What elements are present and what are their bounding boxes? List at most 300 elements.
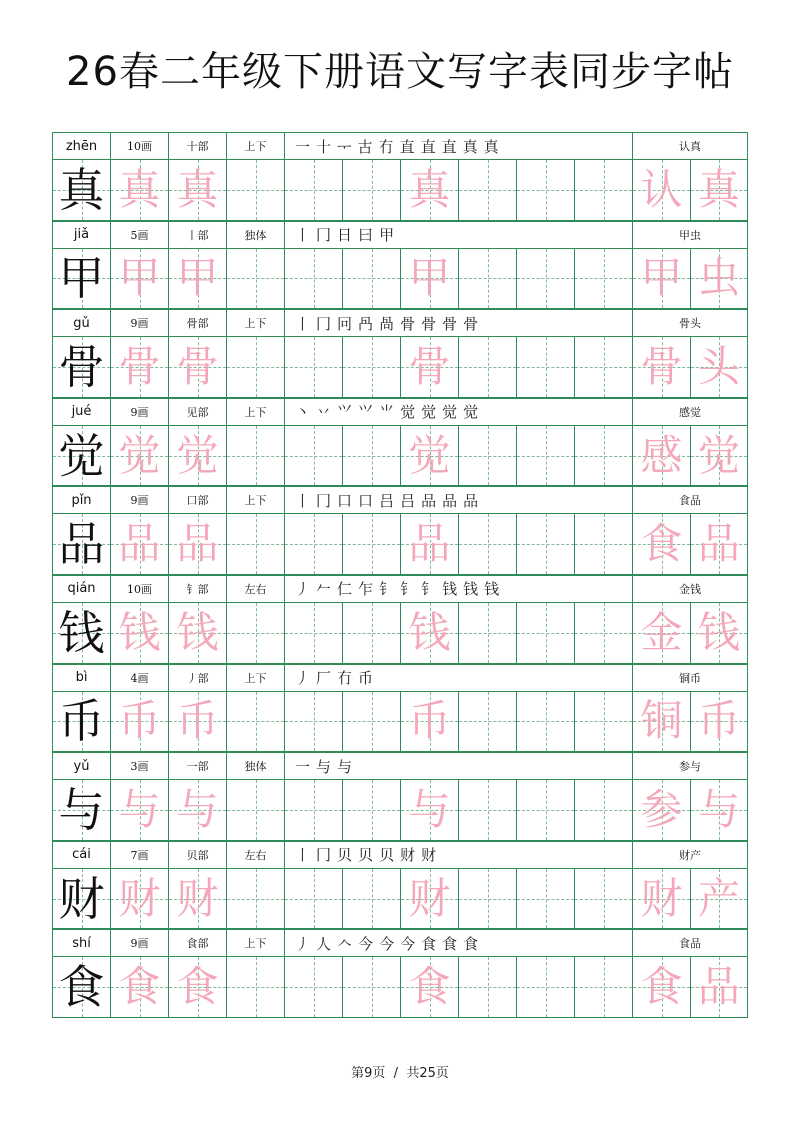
tianzige-cell[interactable] xyxy=(342,780,400,840)
tianzige-cell[interactable] xyxy=(516,692,574,752)
structure-label: 上下 xyxy=(226,310,284,336)
tianzige-cell[interactable] xyxy=(284,692,342,752)
stroke-order-step: 冂 xyxy=(316,491,332,510)
trace-character: 骨 xyxy=(176,341,219,391)
tianzige-cell[interactable] xyxy=(168,514,226,574)
tianzige-cell[interactable] xyxy=(168,603,226,663)
model-character: 骨 xyxy=(58,339,105,394)
stroke-order-step: 今 xyxy=(379,934,395,953)
tianzige-cell[interactable] xyxy=(52,603,110,663)
tianzige-cell[interactable] xyxy=(690,603,748,663)
stroke-order-step: 冋 xyxy=(337,314,353,333)
stroke-order-step: 乍 xyxy=(358,580,374,599)
trace-word-char: 财 xyxy=(640,873,683,923)
tianzige-cell[interactable] xyxy=(574,426,632,486)
example-word: 金钱 xyxy=(632,576,748,602)
tianzige-cell[interactable] xyxy=(342,337,400,397)
tianzige-cell[interactable] xyxy=(574,957,632,1017)
trace-character: 甲 xyxy=(176,253,219,303)
tianzige-cell[interactable] xyxy=(110,869,168,929)
tianzige-cell[interactable] xyxy=(690,249,748,309)
stroke-count: 9画 xyxy=(110,487,168,513)
tianzige-cell[interactable] xyxy=(458,869,516,929)
trace-character: 甲 xyxy=(408,253,451,303)
tianzige-cell[interactable] xyxy=(342,957,400,1017)
character-entry xyxy=(52,221,748,310)
trace-character: 食 xyxy=(408,962,451,1012)
tianzige-cell[interactable] xyxy=(690,337,748,397)
pinyin-label: cái xyxy=(52,842,110,868)
tianzige-cell[interactable] xyxy=(400,514,458,574)
stroke-order-step: 咼 xyxy=(379,314,395,333)
tianzige-cell[interactable] xyxy=(226,869,284,929)
stroke-order-step: 品 xyxy=(421,491,437,510)
stroke-order-step: 冇 xyxy=(337,669,353,688)
structure-label: 左右 xyxy=(226,842,284,868)
structure-label: 上下 xyxy=(226,399,284,425)
tianzige-cell[interactable] xyxy=(690,780,748,840)
tianzige-cell[interactable] xyxy=(516,869,574,929)
radical-label: 丨部 xyxy=(168,222,226,248)
tianzige-cell[interactable] xyxy=(458,780,516,840)
stroke-order-step: 与 xyxy=(337,757,353,776)
trace-character: 品 xyxy=(408,519,451,569)
stroke-order-step: 钅 xyxy=(379,580,395,599)
trace-word-char: 虫 xyxy=(697,253,740,303)
model-character: 食 xyxy=(58,960,105,1015)
trace-character: 与 xyxy=(176,784,219,834)
tianzige-cell[interactable] xyxy=(400,160,458,220)
stroke-order-step: 觉 xyxy=(463,403,479,422)
stroke-order-step: 钱 xyxy=(484,580,500,599)
tianzige-cell[interactable] xyxy=(458,249,516,309)
stroke-order-step: 𠂉 xyxy=(316,580,332,599)
entry-info-row xyxy=(52,664,748,692)
entry-info-row xyxy=(52,132,748,160)
trace-word-char: 骨 xyxy=(640,341,683,391)
stroke-order-step: 品 xyxy=(463,491,479,510)
tianzige-cell[interactable] xyxy=(110,426,168,486)
stroke-order-step: 钱 xyxy=(463,580,479,599)
tianzige-cell[interactable] xyxy=(690,869,748,929)
stroke-order-step: ⺍ xyxy=(337,403,353,422)
tianzige-cell[interactable] xyxy=(632,869,690,929)
tianzige-cell[interactable] xyxy=(400,603,458,663)
stroke-order-step: 丨 xyxy=(295,491,311,510)
trace-character: 食 xyxy=(118,962,161,1012)
tianzige-cell[interactable] xyxy=(110,603,168,663)
model-character: 品 xyxy=(58,517,105,572)
pinyin-label: jué xyxy=(52,399,110,425)
tianzige-cell[interactable] xyxy=(284,780,342,840)
tianzige-cell[interactable] xyxy=(52,869,110,929)
tianzige-cell[interactable] xyxy=(400,337,458,397)
stroke-count: 5画 xyxy=(110,222,168,248)
trace-character: 与 xyxy=(118,784,161,834)
tianzige-cell[interactable] xyxy=(168,869,226,929)
page-separator: / xyxy=(393,1066,399,1081)
practice-grid-row xyxy=(52,426,748,487)
practice-sheet xyxy=(52,132,748,1018)
example-word: 认真 xyxy=(632,133,748,159)
stroke-order-step: 甲 xyxy=(379,226,395,245)
pinyin-label: zhēn xyxy=(52,133,110,159)
tianzige-cell[interactable] xyxy=(516,780,574,840)
tianzige-cell[interactable] xyxy=(110,337,168,397)
character-entry xyxy=(52,486,748,575)
entry-info-row xyxy=(52,486,748,514)
stroke-order-step: 食 xyxy=(463,934,479,953)
trace-character: 币 xyxy=(176,696,219,746)
tianzige-cell[interactable] xyxy=(458,160,516,220)
model-character: 真 xyxy=(58,162,105,217)
tianzige-cell[interactable] xyxy=(52,160,110,220)
stroke-order-step: 丿 xyxy=(295,669,311,688)
practice-grid-row xyxy=(52,692,748,753)
stroke-order-step: 贝 xyxy=(358,846,374,865)
tianzige-cell[interactable] xyxy=(516,514,574,574)
stroke-count: 10画 xyxy=(110,133,168,159)
stroke-count: 9画 xyxy=(110,310,168,336)
stroke-order xyxy=(284,222,632,248)
tianzige-cell[interactable] xyxy=(284,603,342,663)
tianzige-cell[interactable] xyxy=(110,780,168,840)
pinyin-label: gǔ xyxy=(52,310,110,336)
tianzige-cell[interactable] xyxy=(284,426,342,486)
page-total: 共25页 xyxy=(406,1066,449,1081)
stroke-order-step: ᅮ xyxy=(337,137,352,156)
trace-character: 财 xyxy=(118,873,161,923)
tianzige-cell[interactable] xyxy=(574,514,632,574)
tianzige-cell[interactable] xyxy=(110,514,168,574)
tianzige-cell[interactable] xyxy=(226,514,284,574)
tianzige-cell[interactable] xyxy=(516,160,574,220)
example-word: 食品 xyxy=(632,487,748,513)
radical-label: 食部 xyxy=(168,930,226,956)
tianzige-cell[interactable] xyxy=(168,337,226,397)
stroke-order-step: 厂 xyxy=(316,669,332,688)
example-word: 甲虫 xyxy=(632,222,748,248)
tianzige-cell[interactable] xyxy=(574,603,632,663)
page-footer xyxy=(0,1062,800,1081)
stroke-order-step: 骨 xyxy=(421,314,437,333)
trace-word-char: 币 xyxy=(697,696,740,746)
tianzige-cell[interactable] xyxy=(226,337,284,397)
tianzige-cell[interactable] xyxy=(226,780,284,840)
stroke-order-step: 觉 xyxy=(421,403,437,422)
stroke-order-step: 口 xyxy=(337,491,353,510)
stroke-order-step: 口 xyxy=(358,491,374,510)
stroke-order-step: 真 xyxy=(483,137,499,156)
stroke-order-step: 贝 xyxy=(337,846,353,865)
tianzige-cell[interactable] xyxy=(110,692,168,752)
page-title: 26春二年级下册语文写字表同步字帖 xyxy=(66,49,734,95)
stroke-count: 9画 xyxy=(110,399,168,425)
stroke-order-step: 一 xyxy=(295,757,311,776)
tianzige-cell[interactable] xyxy=(110,160,168,220)
tianzige-cell[interactable] xyxy=(52,337,110,397)
tianzige-cell[interactable] xyxy=(226,426,284,486)
stroke-order-step: 冂 xyxy=(316,314,332,333)
tianzige-cell[interactable] xyxy=(574,337,632,397)
pinyin-label: jiǎ xyxy=(52,222,110,248)
stroke-order xyxy=(284,930,632,956)
stroke-order-step: 食 xyxy=(442,934,458,953)
tianzige-cell[interactable] xyxy=(516,603,574,663)
tianzige-cell[interactable] xyxy=(342,603,400,663)
trace-character: 财 xyxy=(176,873,219,923)
stroke-count: 7画 xyxy=(110,842,168,868)
tianzige-cell[interactable] xyxy=(516,426,574,486)
tianzige-cell[interactable] xyxy=(690,692,748,752)
trace-word-char: 甲 xyxy=(640,253,683,303)
entry-info-row xyxy=(52,309,748,337)
example-word: 食品 xyxy=(632,930,748,956)
stroke-order-step: 冎 xyxy=(358,314,374,333)
tianzige-cell[interactable] xyxy=(632,514,690,574)
tianzige-cell[interactable] xyxy=(226,603,284,663)
tianzige-cell[interactable] xyxy=(342,514,400,574)
pinyin-label: pǐn xyxy=(52,487,110,513)
tianzige-cell[interactable] xyxy=(284,249,342,309)
stroke-order-step: 贝 xyxy=(379,846,395,865)
practice-grid-row xyxy=(52,160,748,221)
practice-grid-row xyxy=(52,337,748,398)
tianzige-cell[interactable] xyxy=(342,426,400,486)
radical-label: 口部 xyxy=(168,487,226,513)
stroke-order-step: 一 xyxy=(295,137,311,156)
tianzige-cell[interactable] xyxy=(632,957,690,1017)
example-word: 骨头 xyxy=(632,310,748,336)
trace-word-char: 认 xyxy=(640,164,683,214)
structure-label: 上下 xyxy=(226,930,284,956)
trace-character: 品 xyxy=(176,519,219,569)
stroke-order-step: 丿 xyxy=(295,934,311,953)
tianzige-cell[interactable] xyxy=(400,957,458,1017)
example-word: 铜币 xyxy=(632,665,748,691)
stroke-order-step: 觉 xyxy=(400,403,416,422)
tianzige-cell[interactable] xyxy=(168,692,226,752)
tianzige-cell[interactable] xyxy=(168,160,226,220)
stroke-count: 10画 xyxy=(110,576,168,602)
tianzige-cell[interactable] xyxy=(400,249,458,309)
structure-label: 上下 xyxy=(226,487,284,513)
stroke-order-step: ⺌ xyxy=(379,403,395,422)
character-entry xyxy=(52,752,748,841)
trace-word-char: 头 xyxy=(697,341,740,391)
stroke-order-step: 十 xyxy=(316,137,332,156)
tianzige-cell[interactable] xyxy=(400,692,458,752)
stroke-order-step: 骨 xyxy=(442,314,458,333)
trace-character: 钱 xyxy=(408,607,451,657)
stroke-order-step: 币 xyxy=(358,669,374,688)
stroke-order-step: 真 xyxy=(462,137,478,156)
trace-character: 财 xyxy=(408,873,451,923)
tianzige-cell[interactable] xyxy=(168,780,226,840)
entry-info-row xyxy=(52,221,748,249)
radical-label: 十部 xyxy=(168,133,226,159)
trace-word-char: 觉 xyxy=(697,430,740,480)
stroke-order-step: 𠆢 xyxy=(337,934,353,953)
tianzige-cell[interactable] xyxy=(400,780,458,840)
tianzige-cell[interactable] xyxy=(632,603,690,663)
tianzige-cell[interactable] xyxy=(632,160,690,220)
trace-word-char: 金 xyxy=(640,607,683,657)
stroke-order-step: 人 xyxy=(316,934,332,953)
stroke-order-step: 冂 xyxy=(316,846,332,865)
tianzige-cell[interactable] xyxy=(574,780,632,840)
radical-label: 钅部 xyxy=(168,576,226,602)
trace-character: 骨 xyxy=(408,341,451,391)
tianzige-cell[interactable] xyxy=(110,249,168,309)
tianzige-cell[interactable] xyxy=(632,780,690,840)
model-character: 钱 xyxy=(58,605,105,660)
tianzige-cell[interactable] xyxy=(168,957,226,1017)
tianzige-cell[interactable] xyxy=(284,160,342,220)
tianzige-cell[interactable] xyxy=(52,426,110,486)
trace-character: 骨 xyxy=(118,341,161,391)
stroke-order-step: 骨 xyxy=(463,314,479,333)
tianzige-cell[interactable] xyxy=(342,249,400,309)
practice-grid-row xyxy=(52,957,748,1018)
tianzige-cell[interactable] xyxy=(574,692,632,752)
tianzige-cell[interactable] xyxy=(574,869,632,929)
tianzige-cell[interactable] xyxy=(690,426,748,486)
radical-label: 一部 xyxy=(168,753,226,779)
character-entry xyxy=(52,575,748,664)
model-character: 币 xyxy=(58,694,105,749)
tianzige-cell[interactable] xyxy=(400,426,458,486)
tianzige-cell[interactable] xyxy=(632,692,690,752)
trace-character: 币 xyxy=(408,696,451,746)
stroke-order xyxy=(284,753,632,779)
stroke-order-step: 今 xyxy=(400,934,416,953)
trace-word-char: 感 xyxy=(640,430,683,480)
stroke-order-step: 品 xyxy=(442,491,458,510)
tianzige-cell[interactable] xyxy=(458,957,516,1017)
tianzige-cell[interactable] xyxy=(226,692,284,752)
trace-character: 币 xyxy=(118,696,161,746)
tianzige-cell[interactable] xyxy=(458,337,516,397)
structure-label: 左右 xyxy=(226,576,284,602)
tianzige-cell[interactable] xyxy=(516,249,574,309)
tianzige-cell[interactable] xyxy=(342,692,400,752)
character-entry xyxy=(52,398,748,487)
tianzige-cell[interactable] xyxy=(690,160,748,220)
tianzige-cell[interactable] xyxy=(632,426,690,486)
structure-label: 独体 xyxy=(226,753,284,779)
entry-info-row xyxy=(52,752,748,780)
pinyin-label: qián xyxy=(52,576,110,602)
entry-info-row xyxy=(52,929,748,957)
trace-word-char: 参 xyxy=(640,784,683,834)
tianzige-cell[interactable] xyxy=(284,957,342,1017)
tianzige-cell[interactable] xyxy=(458,426,516,486)
stroke-order-step: 丨 xyxy=(295,314,311,333)
tianzige-cell[interactable] xyxy=(284,514,342,574)
stroke-count: 4画 xyxy=(110,665,168,691)
model-character: 与 xyxy=(58,782,105,837)
stroke-order-step: 财 xyxy=(400,846,416,865)
tianzige-cell[interactable] xyxy=(458,603,516,663)
stroke-order-step: 直 xyxy=(420,137,436,156)
tianzige-cell[interactable] xyxy=(690,514,748,574)
stroke-order-step: 食 xyxy=(421,934,437,953)
trace-character: 真 xyxy=(408,164,451,214)
tianzige-cell[interactable] xyxy=(52,957,110,1017)
tianzige-cell[interactable] xyxy=(458,514,516,574)
trace-word-char: 品 xyxy=(697,519,740,569)
stroke-order-step: 仁 xyxy=(337,580,353,599)
tianzige-cell[interactable] xyxy=(574,160,632,220)
practice-grid-row xyxy=(52,869,748,930)
tianzige-cell[interactable] xyxy=(226,249,284,309)
tianzige-cell[interactable] xyxy=(52,692,110,752)
tianzige-cell[interactable] xyxy=(342,869,400,929)
trace-word-char: 产 xyxy=(697,873,740,923)
tianzige-cell[interactable] xyxy=(110,957,168,1017)
tianzige-cell[interactable] xyxy=(632,249,690,309)
tianzige-cell[interactable] xyxy=(690,957,748,1017)
tianzige-cell[interactable] xyxy=(52,780,110,840)
tianzige-cell[interactable] xyxy=(574,249,632,309)
trace-word-char: 钱 xyxy=(697,607,740,657)
stroke-order xyxy=(284,842,632,868)
tianzige-cell[interactable] xyxy=(632,337,690,397)
stroke-order xyxy=(284,310,632,336)
tianzige-cell[interactable] xyxy=(284,337,342,397)
character-entry xyxy=(52,132,748,221)
tianzige-cell[interactable] xyxy=(400,869,458,929)
trace-character: 与 xyxy=(408,784,451,834)
stroke-order-step: 钅 xyxy=(400,580,416,599)
example-word: 财产 xyxy=(632,842,748,868)
stroke-order-step: 日 xyxy=(337,226,353,245)
stroke-order-step: 今 xyxy=(358,934,374,953)
radical-label: 丿部 xyxy=(168,665,226,691)
stroke-order-step: 与 xyxy=(316,757,332,776)
stroke-order-step: 曰 xyxy=(358,226,374,245)
tianzige-cell[interactable] xyxy=(516,957,574,1017)
tianzige-cell[interactable] xyxy=(52,249,110,309)
stroke-order-step: 丨 xyxy=(295,226,311,245)
example-word: 参与 xyxy=(632,753,748,779)
tianzige-cell[interactable] xyxy=(226,160,284,220)
character-entry xyxy=(52,841,748,930)
stroke-order-step: 直 xyxy=(441,137,457,156)
entry-info-row xyxy=(52,841,748,869)
stroke-order xyxy=(284,399,632,425)
stroke-order xyxy=(284,133,632,159)
structure-label: 上下 xyxy=(226,665,284,691)
pinyin-label: shí xyxy=(52,930,110,956)
trace-character: 觉 xyxy=(176,430,219,480)
trace-character: 真 xyxy=(118,164,161,214)
tianzige-cell[interactable] xyxy=(458,692,516,752)
practice-grid-row xyxy=(52,514,748,575)
tianzige-cell[interactable] xyxy=(226,957,284,1017)
tianzige-cell[interactable] xyxy=(168,249,226,309)
tianzige-cell[interactable] xyxy=(168,426,226,486)
tianzige-cell[interactable] xyxy=(284,869,342,929)
tianzige-cell[interactable] xyxy=(52,514,110,574)
practice-grid-row xyxy=(52,249,748,310)
trace-word-char: 食 xyxy=(640,962,683,1012)
trace-word-char: 品 xyxy=(697,962,740,1012)
tianzige-cell[interactable] xyxy=(516,337,574,397)
stroke-order-step: 丨 xyxy=(295,846,311,865)
tianzige-cell[interactable] xyxy=(342,160,400,220)
